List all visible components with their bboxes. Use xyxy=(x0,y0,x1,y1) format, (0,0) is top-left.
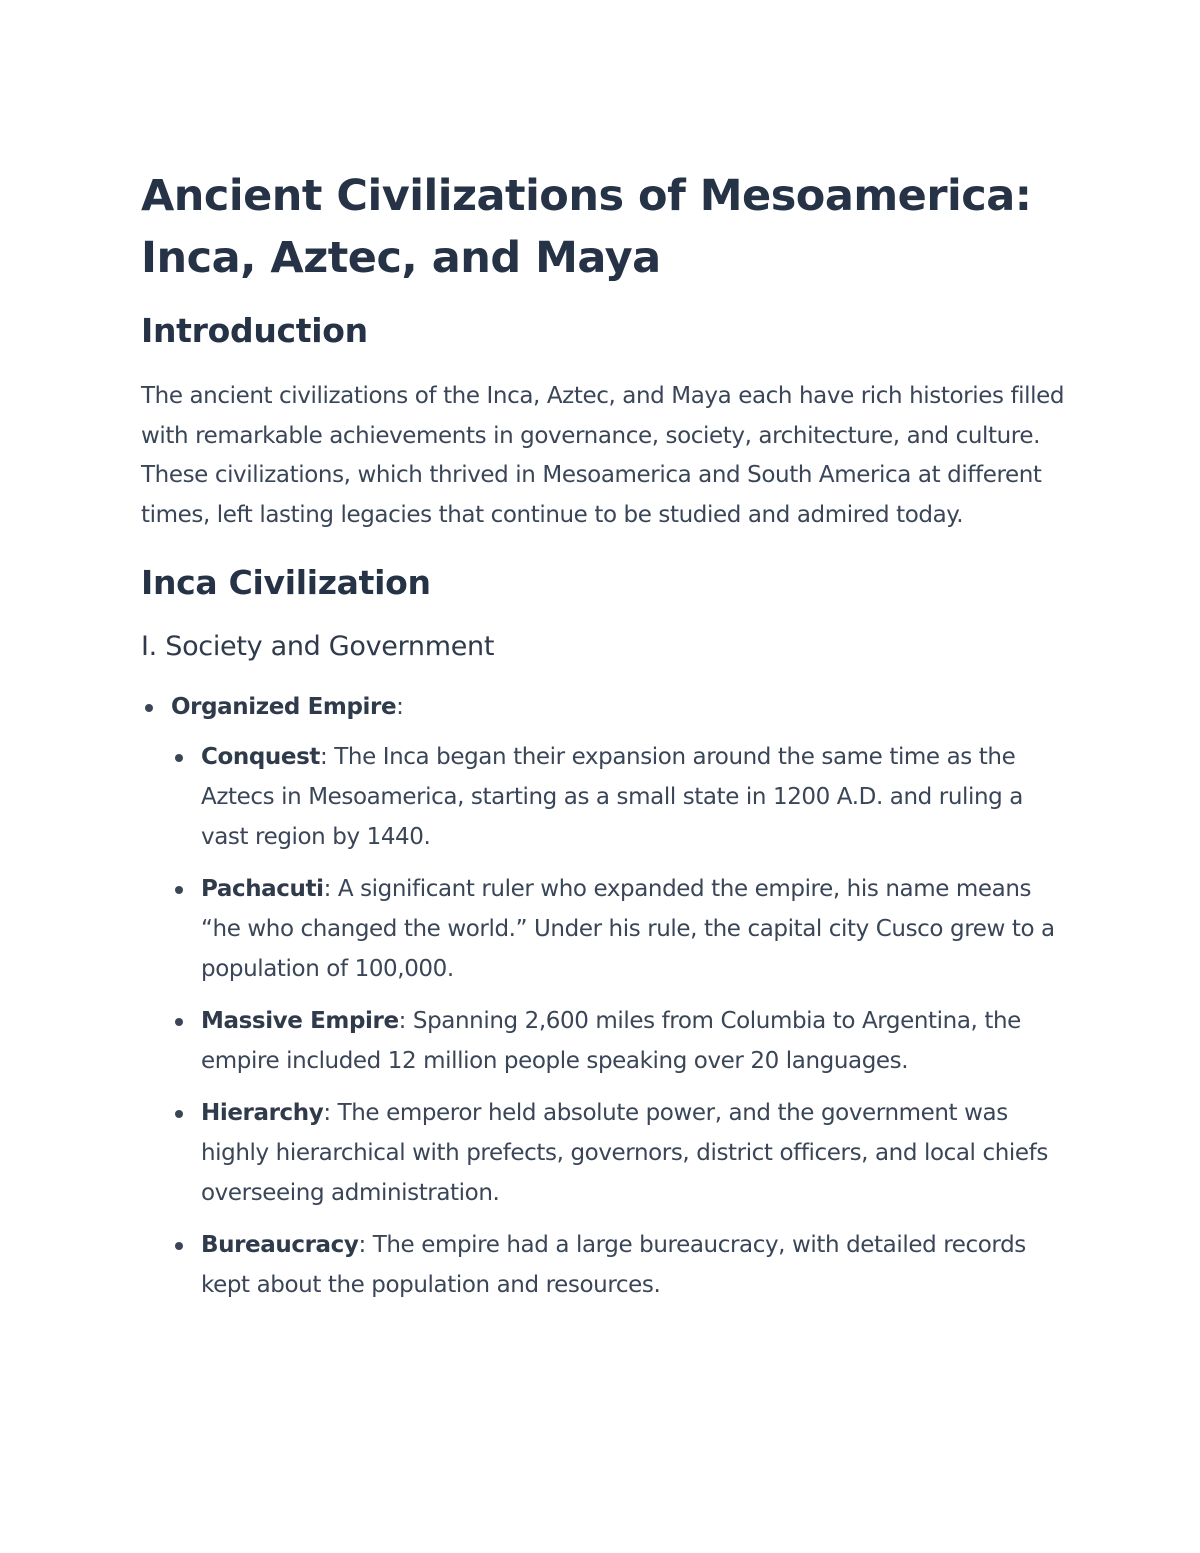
list-item-organized-empire xyxy=(141,687,1071,1305)
list-item-text: : Spanning 2,600 miles from Columbia to Argentina, the empire included 12 million people speaking over 20 languages. xyxy=(201,1008,1021,1074)
inca-civilization-heading: Inca Civilization xyxy=(141,563,431,602)
inca-society-list xyxy=(141,687,1071,1305)
introduction-heading: Introduction xyxy=(141,311,368,350)
list-item-text: : The Inca began their expansion around the same time as the Aztecs in Mesoamerica, starting as a small state in 1200 A.D. and ruling a vast region by 1440. xyxy=(201,744,1023,850)
list-item-bureaucracy xyxy=(171,1225,1071,1305)
list-item-massive-empire xyxy=(171,1001,1071,1081)
list-item-term: Massive Empire xyxy=(201,1008,399,1034)
bullet-icon xyxy=(175,1018,183,1026)
list-item-term: Bureaucracy xyxy=(201,1232,359,1258)
bullet-icon xyxy=(175,1242,183,1250)
bullet-icon xyxy=(175,1110,183,1118)
list-item-pachacuti xyxy=(171,869,1071,989)
list-item-conquest xyxy=(171,737,1071,857)
bullet-icon xyxy=(175,886,183,894)
list-item-term: Organized Empire xyxy=(171,694,397,720)
document-title xyxy=(141,165,1071,289)
organized-empire-sublist xyxy=(171,737,1071,1305)
list-item-suffix: : xyxy=(396,694,404,720)
list-item-term: Pachacuti xyxy=(201,876,324,902)
title-line-1: Ancient Civilizations of Mesoamerica: xyxy=(141,171,1032,221)
title-line-2: Inca, Aztec, and Maya xyxy=(141,233,661,283)
document-page xyxy=(141,165,1071,1317)
list-item-term: Conquest xyxy=(201,744,320,770)
list-item-hierarchy xyxy=(171,1093,1071,1213)
bullet-icon xyxy=(175,754,183,762)
bullet-icon xyxy=(145,704,153,712)
list-item-text: : The empire had a large bureaucracy, with detailed records kept about the population and resources. xyxy=(201,1232,1026,1298)
list-item-term: Hierarchy xyxy=(201,1100,324,1126)
introduction-paragraph: The ancient civilizations of the Inca, Aztec, and Maya each have rich histories filled with remarkable achievements in governance, society, architecture, and culture. These civilizations, which thrived in Mesoamerica and South America at different times, left lasting legacies that continue to be studied and admired today. xyxy=(141,383,1065,528)
list-item-text: : The emperor held absolute power, and the government was highly hierarchical with prefects, governors, district officers, and local chiefs overseeing administration. xyxy=(201,1100,1048,1206)
list-item-text: : A significant ruler who expanded the empire, his name means “he who changed the world.” Under his rule, the capital city Cusco grew to a population of 100,000. xyxy=(201,876,1055,982)
society-government-subheading: I. Society and Government xyxy=(141,631,495,662)
